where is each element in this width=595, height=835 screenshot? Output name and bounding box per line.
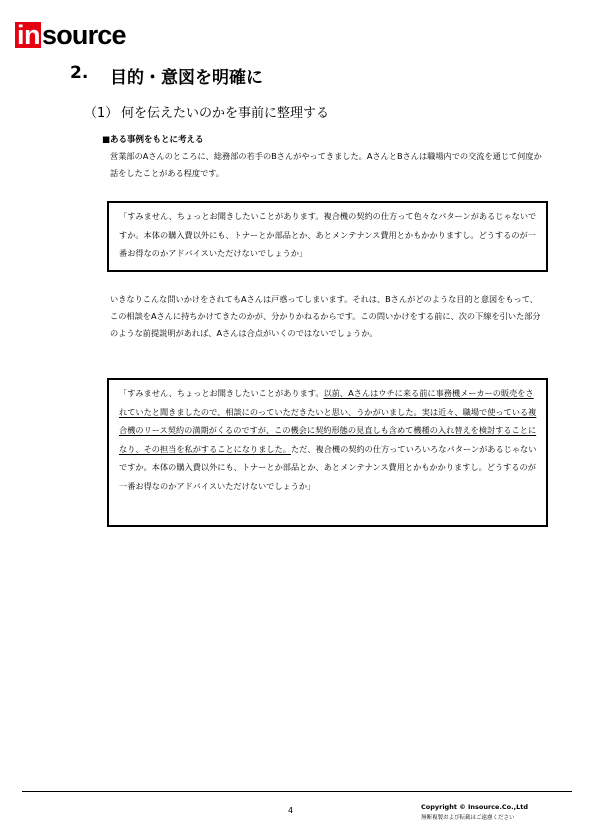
- section-title: 目的・意図を明確に: [110, 68, 263, 88]
- section-heading: [70, 63, 263, 88]
- page-number: 4: [288, 806, 294, 815]
- quote-box-1: 「すみません、ちょっとお聞きしたいことがあります。複合機の契約の仕方って色々なパターンがあるじゃないですか。本体の購入費以外にも、トナーとか部品とか、あとメンテナンス費用とかもかかりますし。どうするのが一番お得なのかアドバイスいただけないでしょうか」: [107, 201, 548, 272]
- quote2-underlined: 以前、Aさんはウチに来る前に事務機メーカーの販売をされていたと聞きましたので、相談にのっていただきたいと思い、うかがいました。実は近々、職場で使っている複合機のリース契約の満期がくるのですが、この機会に契約形態の見直しも含めて機種の入れ替えを検討することになり、その担当を私がすることになりました。: [119, 388, 537, 454]
- logo-text: source: [42, 20, 126, 50]
- quote2-prefix: 「すみません、ちょっとお聞きしたいことがあります。: [119, 388, 324, 398]
- quote-box-2: [107, 378, 548, 527]
- quote2-suffix: ただ、複合機の契約の仕方っていろいろなパターンがあるじゃないですか。本体の購入費以外にも、トナーとか部品とか、あとメンテナンス費用とかもかかりますし。どうするのが一番お得なのかアドバイスいただけないでしょうか」: [119, 443, 537, 491]
- insource-logo: [15, 22, 126, 48]
- section-number: 2.: [70, 63, 89, 83]
- logo-prefix: in: [17, 20, 40, 50]
- subsection-heading: [84, 102, 329, 121]
- reproduction-notice: 無断複製および転載はご遠慮ください: [421, 815, 515, 821]
- middle-paragraph: いきなりこんな問いかけをされてもAさんは戸惑ってしまいます。それは、Bさんがどのような目的と意図をもって、この相談をAさんに持ちかけてきたのかが、分かりかねるからです。この問いかけをする前に、次の下線を引いた部分のような前提説明があれば、Aさんは合点がいくのではないでしょうか。: [110, 294, 541, 338]
- copyright-text: Copyright © Insource.Co.,Ltd: [421, 803, 528, 811]
- subsection-title: 何を伝えたいのかを事前に整理する: [121, 106, 330, 121]
- footer-divider: [22, 791, 572, 792]
- subsection-number: （1）: [84, 106, 119, 121]
- intro-paragraph: 営業部のAさんのところに、総務部の若手のBさんがやってきました。AさんとBさんは職場内での交流を通じて何度か話をしたことがある程度です。: [110, 151, 542, 178]
- example-heading: ■ある事例をもとに考える: [102, 135, 204, 145]
